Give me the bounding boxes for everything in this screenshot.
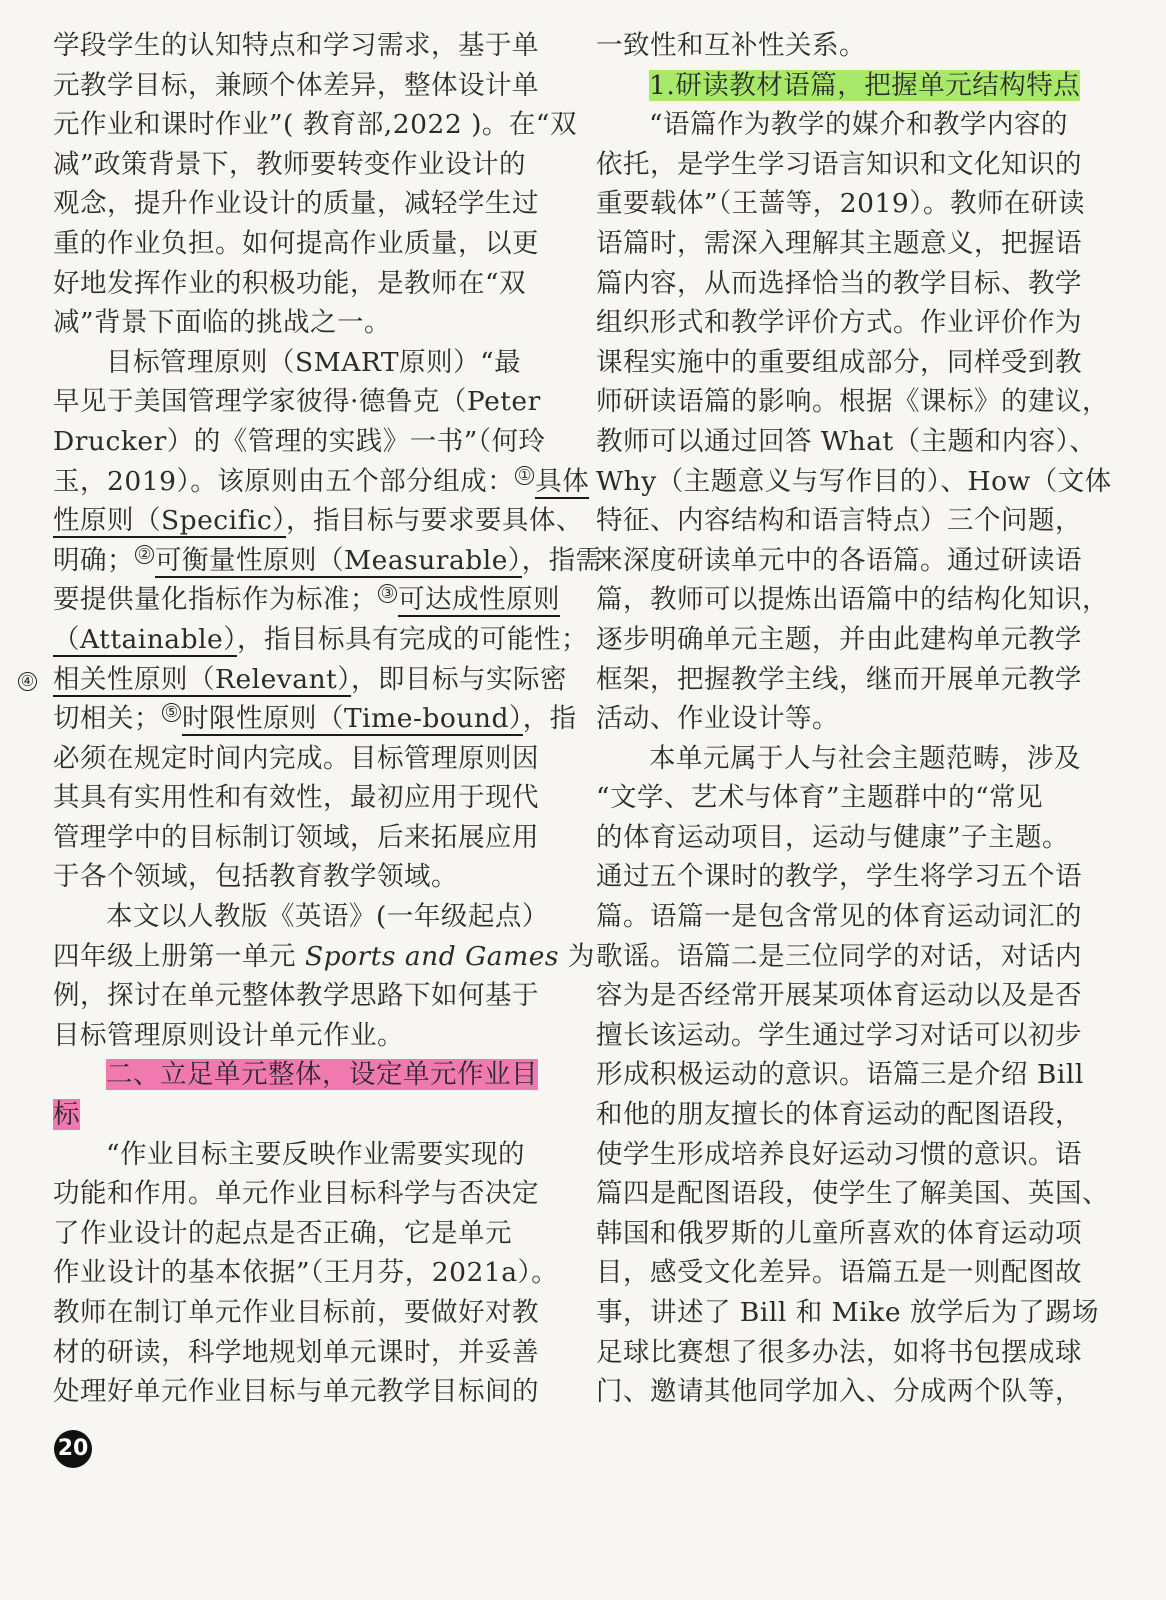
underlined-principle-5: 时限性原则（Time-bound）	[182, 703, 523, 735]
text-line	[53, 699, 577, 739]
text-line: 使学生形成培养良好运动习惯的意识。语	[596, 1138, 1082, 1170]
text-line: 元作业和课时作业”( 教育部,2022 )。在“双	[53, 109, 577, 141]
text-line: 了作业设计的起点是否正确，它是单元	[53, 1217, 512, 1249]
text-line	[53, 620, 588, 660]
text-segment: ，即目标与实际密	[351, 663, 568, 695]
text-line: 目标管理原则设计单元作业。	[53, 1019, 404, 1051]
text-line: 减”政策背景下，教师要转变作业设计的	[53, 148, 527, 180]
text-line: 特征、内容结构和语言特点）三个问题，	[596, 505, 1082, 537]
text-line: 目标管理原则（SMART原则）“最	[106, 346, 522, 378]
left-paragraph-4	[53, 1135, 559, 1412]
text-line	[20, 660, 568, 700]
example-paragraph	[53, 897, 595, 1055]
text-line: 通过五个课时的教学，学生将学习五个语	[596, 861, 1082, 893]
right-paragraph-2	[596, 739, 1108, 1412]
text-line: 观念，提升作业设计的质量，减轻学生过	[53, 188, 539, 220]
text-line: 擅长该运动。学生通过学习对话可以初步	[596, 1019, 1082, 1051]
text-segment: 要提供量化指标作为标准；	[53, 584, 377, 616]
text-line: 框架，把握教学主线，继而开展单元教学	[596, 663, 1082, 695]
text-line: Why（主题意义与写作目的）、How（文体	[596, 465, 1112, 497]
text-line: 目，感受文化差异。语篇五是一则配图故	[596, 1257, 1082, 1289]
text-line: 和他的朋友擅长的体育运动的配图语段，	[596, 1099, 1082, 1131]
text-line: 篇。语篇一是包含常见的体育运动词汇的	[596, 901, 1082, 933]
pink-highlight: 标	[53, 1099, 80, 1131]
text-line: 教师可以通过回答 What（主题和内容）、	[596, 425, 1097, 457]
underlined-principle-4: 相关性原则（Relevant）	[53, 663, 352, 695]
text-segment: ，指目标与要求要具体、	[286, 505, 583, 537]
underlined-principle-1: 具体	[535, 465, 590, 497]
text-line	[53, 541, 603, 581]
handwritten-marker-4: ④	[18, 672, 37, 691]
text-line: 篇四是配图语段，使学生了解美国、英国、	[596, 1178, 1109, 1210]
text-line: 活动、作业设计等。	[596, 703, 839, 735]
text-line: “语篇作为教学的媒介和教学内容的	[649, 109, 1069, 141]
text-line	[53, 462, 590, 502]
text-line: 篇，教师可以提炼出语篇中的结构化知识，	[596, 584, 1109, 616]
text-line: 逐步明确单元主题，并由此建构单元教学	[596, 623, 1082, 655]
text-line: 减”背景下面临的挑战之一。	[53, 307, 392, 339]
text-line: 材的研读，科学地规划单元课时，并妥善	[53, 1336, 539, 1368]
underlined-principle-3-cont: （Attainable）	[53, 623, 237, 655]
text-segment: 为	[558, 940, 595, 972]
text-line: 来深度研读单元中的各语篇。通过研读语	[596, 544, 1082, 576]
text-line: 本文以人教版《英语》(一年级起点）	[106, 901, 549, 933]
unit-title: Sports and Games	[304, 940, 559, 972]
green-highlight: 1.研读教材语篇，把握单元结构特点	[649, 69, 1081, 101]
handwritten-marker-1: ①	[515, 466, 534, 485]
text-line: 作业设计的基本依据”（王月芬，2021a）。	[53, 1257, 559, 1289]
text-segment: ，指需	[521, 544, 603, 576]
text-line: 学段学生的认知特点和学习需求，基于单	[53, 30, 539, 61]
text-segment: ，指	[522, 703, 577, 735]
text-line: 语篇时，需深入理解其主题意义，把握语	[596, 227, 1082, 259]
subheading	[596, 66, 1108, 106]
text-line: 足球比赛想了很多办法，如将书包摆成球	[596, 1336, 1082, 1368]
text-line: 师研读语篇的影响。根据《课标》的建议，	[596, 386, 1109, 418]
text-line: 例，探讨在单元整体教学思路下如何基于	[53, 980, 539, 1012]
text-line: 篇内容，从而选择恰当的教学目标、教学	[596, 267, 1082, 299]
text-segment: 明确；	[53, 544, 134, 576]
section-heading	[53, 1055, 553, 1134]
right-column	[596, 26, 1112, 1412]
text-line: 课程实施中的重要组成部分，同样受到教	[596, 346, 1082, 378]
text-line: 必须在规定时间内完成。目标管理原则因	[53, 742, 539, 774]
text-line: 元教学目标，兼顾个体差异，整体设计单	[53, 69, 539, 101]
text-line: 重要载体”（王蔷等，2019）。教师在研读	[596, 188, 1085, 220]
text-line: 功能和作用。单元作业目标科学与否决定	[53, 1178, 539, 1210]
text-line: 一致性和互补性关系。	[596, 30, 866, 61]
text-line: 的体育运动项目，运动与健康”子主题。	[596, 821, 1070, 853]
text-line: 依托，是学生学习语言知识和文化知识的	[596, 148, 1082, 180]
text-line: 其具有实用性和有效性，最初应用于现代	[53, 782, 539, 814]
text-line	[53, 937, 595, 977]
text-line: 于各个领域，包括教育教学领域。	[53, 861, 458, 893]
text-line: “作业目标主要反映作业需要实现的	[106, 1138, 526, 1170]
text-line	[53, 580, 560, 620]
underlined-principle-3: 可达成性原则	[398, 584, 560, 616]
text-line: 组织形式和教学评价方式。作业评价作为	[596, 307, 1082, 339]
right-paragraph-1	[596, 105, 1112, 739]
text-line: 容为是否经常开展某项体育运动以及是否	[596, 980, 1082, 1012]
text-line: 本单元属于人与社会主题范畴，涉及	[649, 742, 1081, 774]
text-segment: ，指目标具有完成的可能性；	[236, 623, 588, 655]
underlined-principle-1-cont: 性原则（Specific）	[53, 505, 286, 537]
text-line: 事，讲述了 Bill 和 Mike 放学后为了踢场	[596, 1297, 1099, 1328]
text-line: 形成积极运动的意识。语篇三是介绍 Bill	[596, 1059, 1084, 1091]
text-line: 韩国和俄罗斯的儿童所喜欢的体育运动项	[596, 1217, 1082, 1249]
smart-paragraph	[20, 343, 603, 897]
text-line	[53, 501, 583, 541]
left-paragraph-1	[53, 26, 577, 343]
heading-line	[53, 1095, 553, 1135]
left-column	[20, 26, 603, 1412]
text-line: 管理学中的目标制订领域，后来拓展应用	[53, 821, 539, 853]
handwritten-marker-3: ③	[378, 584, 397, 603]
text-segment: 四年级上册第一单元	[53, 940, 305, 972]
text-line: 歌谣。语篇二是三位同学的对话，对话内	[596, 940, 1082, 972]
page-number: 20	[54, 1430, 92, 1468]
text-line: 门、邀请其他同学加入、分成两个队等，	[596, 1376, 1082, 1408]
text-line: 处理好单元作业目标与单元教学目标间的	[53, 1376, 539, 1408]
text-line: 教师在制订单元作业目标前，要做好对教	[53, 1297, 539, 1328]
text-segment: 切相关；	[53, 703, 161, 735]
underlined-principle-2: 可衡量性原则（Measurable）	[155, 544, 522, 576]
pink-highlight: 二、立足单元整体，设定单元作业目	[106, 1059, 538, 1091]
text-line: 早见于美国管理学家彼得·德鲁克（Peter	[53, 386, 541, 418]
text-line: Drucker）的《管理的实践》一书”（何玲	[53, 425, 546, 457]
text-line: “文学、艺术与体育”主题群中的“常见	[596, 782, 1044, 814]
text-line: 重的作业负担。如何提高作业质量，以更	[53, 227, 539, 259]
handwritten-marker-5: ⑤	[162, 703, 181, 722]
heading-line	[53, 1055, 553, 1095]
handwritten-marker-2: ②	[135, 545, 154, 564]
text-line: 好地发挥作业的积极功能，是教师在“双	[53, 267, 527, 299]
text-segment: 玉，2019）。该原则由五个部分组成：	[53, 465, 515, 497]
